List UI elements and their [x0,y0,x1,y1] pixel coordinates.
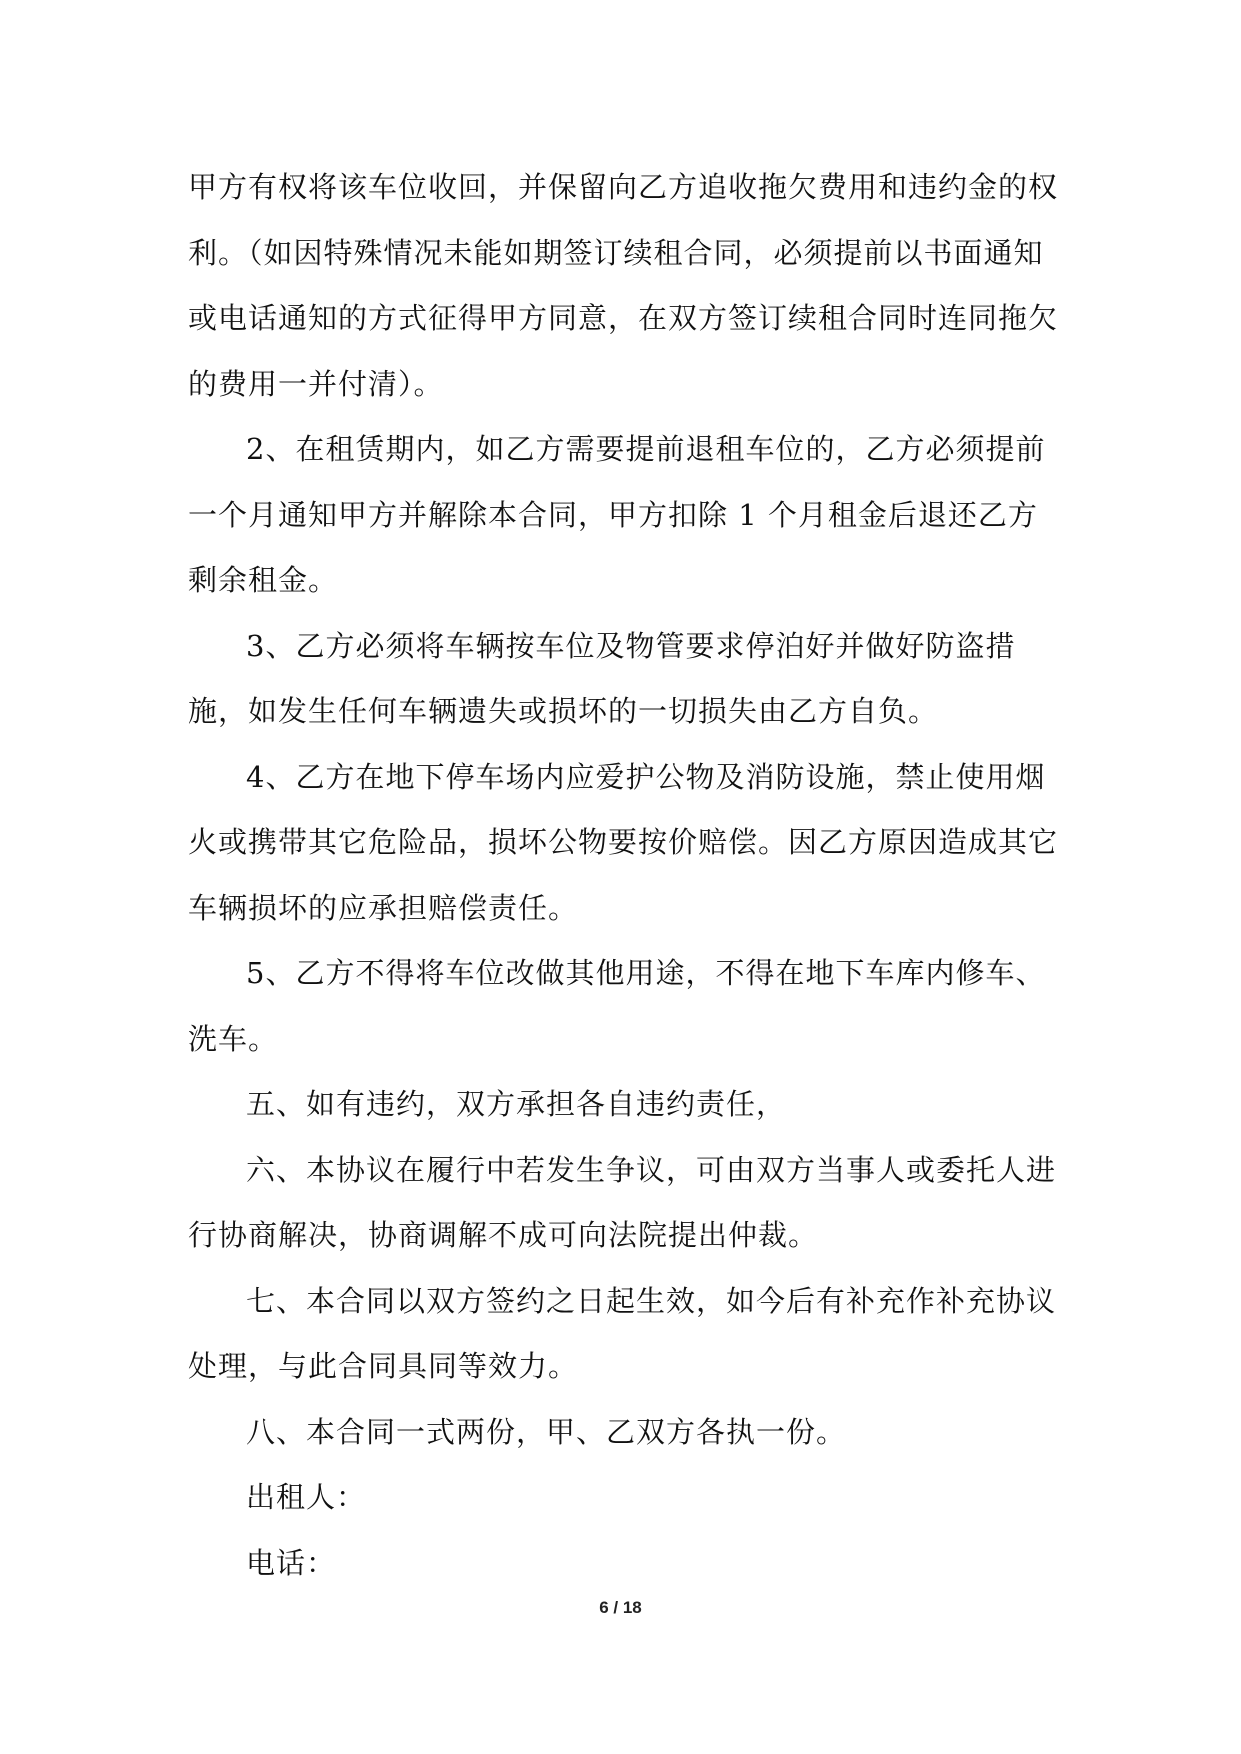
paragraph-article-6: 六、本协议在履行中若发生争议，可由双方当事人或委托人进行协商解决，协商调解不成可向法院提出仲裁。 [188,1152,1057,1252]
paragraph-article-5: 五、如有违约，双方承担各自违约责任， [246,1087,787,1121]
paragraph-clause-4: 4、乙方在地下停车场内应爱护公物及消防设施，禁止使用烟火或携带其它危险品，损坏公物要按价赔偿。因乙方原因造成其它车辆损坏的应承担赔偿责任。 [188,759,1059,925]
paragraph-continuation: 甲方有权将该车位收回，并保留向乙方追收拖欠费用和违约金的权利。（如因特殊情况未能如期签订续租合同，必须提前以书面通知或电话通知的方式征得甲方同意，在双方签订续租合同时连同拖欠的费用一并付清）。 [188,170,1059,401]
paragraph-clause-5: 5、乙方不得将车位改做其他用途，不得在地下车库内修车、洗车。 [188,956,1046,1056]
page-number: 6 / 18 [599,1598,642,1617]
document-body [188,155,1063,1596]
paragraph-article-8: 八、本合同一式两份，甲、乙双方各执一份。 [246,1414,847,1449]
paragraph-clause-2: 2、在租赁期内，如乙方需要提前退租车位的，乙方必须提前一个月通知甲方并解除本合同，甲方扣除 1 个月租金后退还乙方剩余租金。 [188,432,1046,597]
phone-label: 电话： [246,1545,337,1580]
paragraph-article-7: 七、本合同以双方签约之日起生效，如今后有补充作补充协议处理，与此合同具同等效力。 [188,1283,1057,1383]
paragraph-clause-3: 3、乙方必须将车辆按车位及物管要求停泊好并做好防盗措施，如发生任何车辆遗失或损坏的一切损失由乙方自负。 [188,628,1016,728]
lessor-label: 出租人： [246,1480,367,1514]
